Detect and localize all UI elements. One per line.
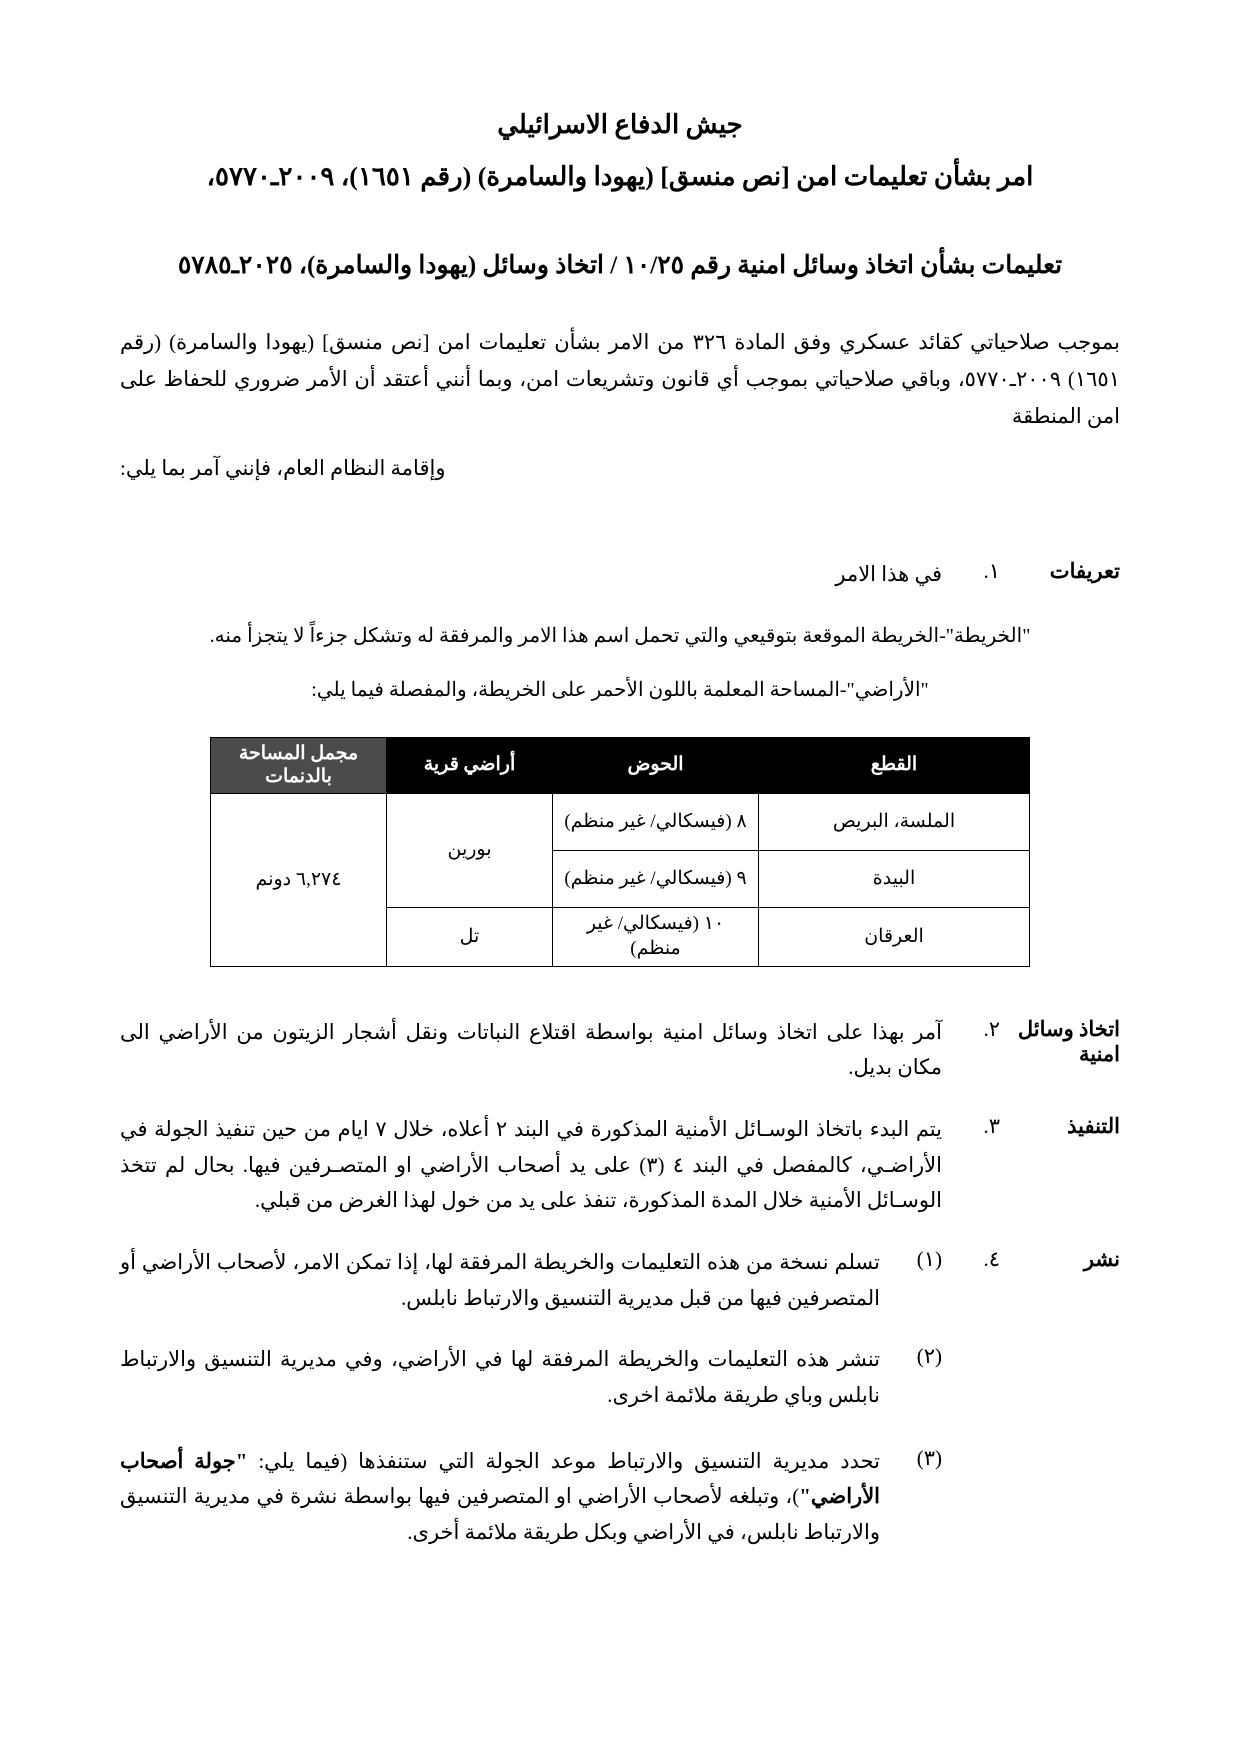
clause-security-measures (120, 1015, 1120, 1086)
cell-qata: الملسة، البريص (759, 794, 1030, 851)
th-total-area (211, 737, 387, 794)
clause-heading-security-measures: اتخاذ وسائل امنية (1017, 1016, 1120, 1066)
th-qata: القطع (759, 737, 1030, 794)
clause-number-1: ١. (983, 559, 1000, 583)
clause-body-security-measures: آمر بهذا على اتخاذ وسائل امنية بواسطة اقتلاع النباتات ونقل أشجار الزيتون من الأراضي الى مكان بديل. (120, 1019, 942, 1080)
cell-hawd: ١٠ (فيسكالي/ غير منظم) (553, 908, 759, 966)
clause-heading-publication: نشر (1083, 1247, 1120, 1271)
sub-clause-body-2: تنشر هذه التعليمات والخريطة المرفقة لها في الأراضي، وفي مديرية التنسيق والارتباط نابلس وباي طريقة ملائمة اخرى. (120, 1347, 880, 1408)
definition-lands (120, 673, 1120, 707)
sub-clause-number-3: (٣) (916, 1445, 942, 1470)
sub-clause-3 (120, 1444, 1120, 1551)
th-total-area-line2: بالدنمات (265, 766, 332, 788)
sub-clause-body-1: تسلم نسخة من هذه التعليمات والخريطة المرفقة لها، إذا تمكن الامر، لأصحاب الأراضي أو المتصرفين فيها من قبل مديرية التنسيق والارتباط نابلس. (120, 1250, 881, 1310)
preamble-closing: وإقامة النظام العام، فإنني آمر بما يلي: (120, 456, 446, 481)
clause-heading-definitions: تعريفات (1049, 559, 1120, 583)
document-header (120, 110, 1120, 192)
cell-hawd: ٩ (فيسكالي/ غير منظم) (553, 851, 759, 908)
cell-total-area: ٦,٢٧٤ دونم (211, 794, 387, 966)
clause-body-execution: يتم البدء باتخاذ الوسـائل الأمنية المذكورة في البند ٢ أعلاه، خلال ٧ ايام من حين تنفيذ الجولة في الأراضـي، كالمفصل في البند ٤ (٣) على يد أصحاب الأراضي او المتصـرفين فيها. بحال لم تتخذ الوسـائل الأمنية خلال المدة المذكورة، تنفذ على يد من خول لهذا الغرض من قبلي. (120, 1116, 942, 1213)
army-title: جيش الدفاع الاسرائيلي (497, 110, 743, 139)
definition-lands-text: "الأراضي"-المساحة المعلمة باللون الأحمر على الخريطة، والمفصلة فيما يلي: (311, 678, 929, 701)
sub-clause-number-1: (١) (916, 1247, 942, 1271)
table-row (211, 794, 1030, 851)
clause-execution (120, 1112, 1120, 1219)
preamble-paragraph: بموجب صلاحياتي كقائد عسكري وفق المادة ٣٢٦ من الامر بشأن تعليمات امن [نص منسق] (يهودا والسامرة) (رقم ١٦٥١) ٢٠٠٩ـ٥٧٧٠، وباقي صلاحياتي بموجب أي قانون وتشريعات امن، وبما أنني أعتقد أن الأمر ضروري للحفاظ على امن المنطقة (120, 330, 1120, 428)
sub-clause-3-text-after: )، وتبلغه لأصحاب الأراضي او المتصرفين فيها بواسطة نشرة في مديرية التنسيق والارتباط نابلس، في الأراضي وبكل طريقة ملائمة أخرى. (120, 1484, 880, 1545)
land-table-container (120, 737, 1120, 967)
cell-qata: العرقان (759, 908, 1030, 966)
document-subtitle: تعليمات بشأن اتخاذ وسائل امنية رقم ١٠/٢٥ / اتخاذ وسائل (يهودا والسامرة)، ٢٠٢٥ـ٥٧٨٥ (177, 252, 1063, 279)
clause-definitions (120, 557, 1120, 593)
sub-clause-2 (120, 1342, 1120, 1413)
clause-number-4: ٤. (983, 1247, 1000, 1271)
sub-clause-number-2: (٢) (916, 1344, 942, 1369)
th-total-area-line1: مجمل المساحة (238, 742, 359, 764)
cell-village: بورين (387, 794, 553, 908)
sub-clause-3-bold-term: "جولة أصحاب الأراضي" (120, 1448, 880, 1509)
sub-clause-3-text-before: تحدد مديرية التنسيق والارتباط موعد الجولة التي ستنفذها (فيما يلي: (247, 1448, 880, 1473)
cell-hawd: ٨ (فيسكالي/ غير منظم) (553, 794, 759, 851)
cell-village: تل (387, 908, 553, 966)
th-village: أراضي قرية (387, 737, 553, 794)
definition-map-text: "الخريطة"-الخريطة الموقعة بتوقيعي والتي تحمل اسم هذا الامر والمرفقة له وتشكل جزءاً لا يتجزأ منه. (209, 624, 1031, 647)
clause-number-3: ٣. (983, 1113, 1000, 1138)
clause-number-2: ٢. (983, 1016, 1000, 1041)
land-table (210, 737, 1030, 967)
sub-clause-body-3 (120, 1444, 880, 1551)
order-title: امر بشأن تعليمات امن [نص منسق] (يهودا والسامرة) (رقم ١٦٥١)، ٢٠٠٩ـ٥٧٧٠، (206, 162, 1034, 191)
cell-qata: البيدة (759, 851, 1030, 908)
definition-map (120, 619, 1120, 653)
clause-body-definitions: في هذا الامر (835, 562, 942, 586)
clause-heading-execution: التنفيذ (1067, 1113, 1120, 1138)
table-header-row (211, 737, 1030, 794)
clause-publication (120, 1245, 1120, 1316)
th-hawd: الحوض (553, 737, 759, 794)
